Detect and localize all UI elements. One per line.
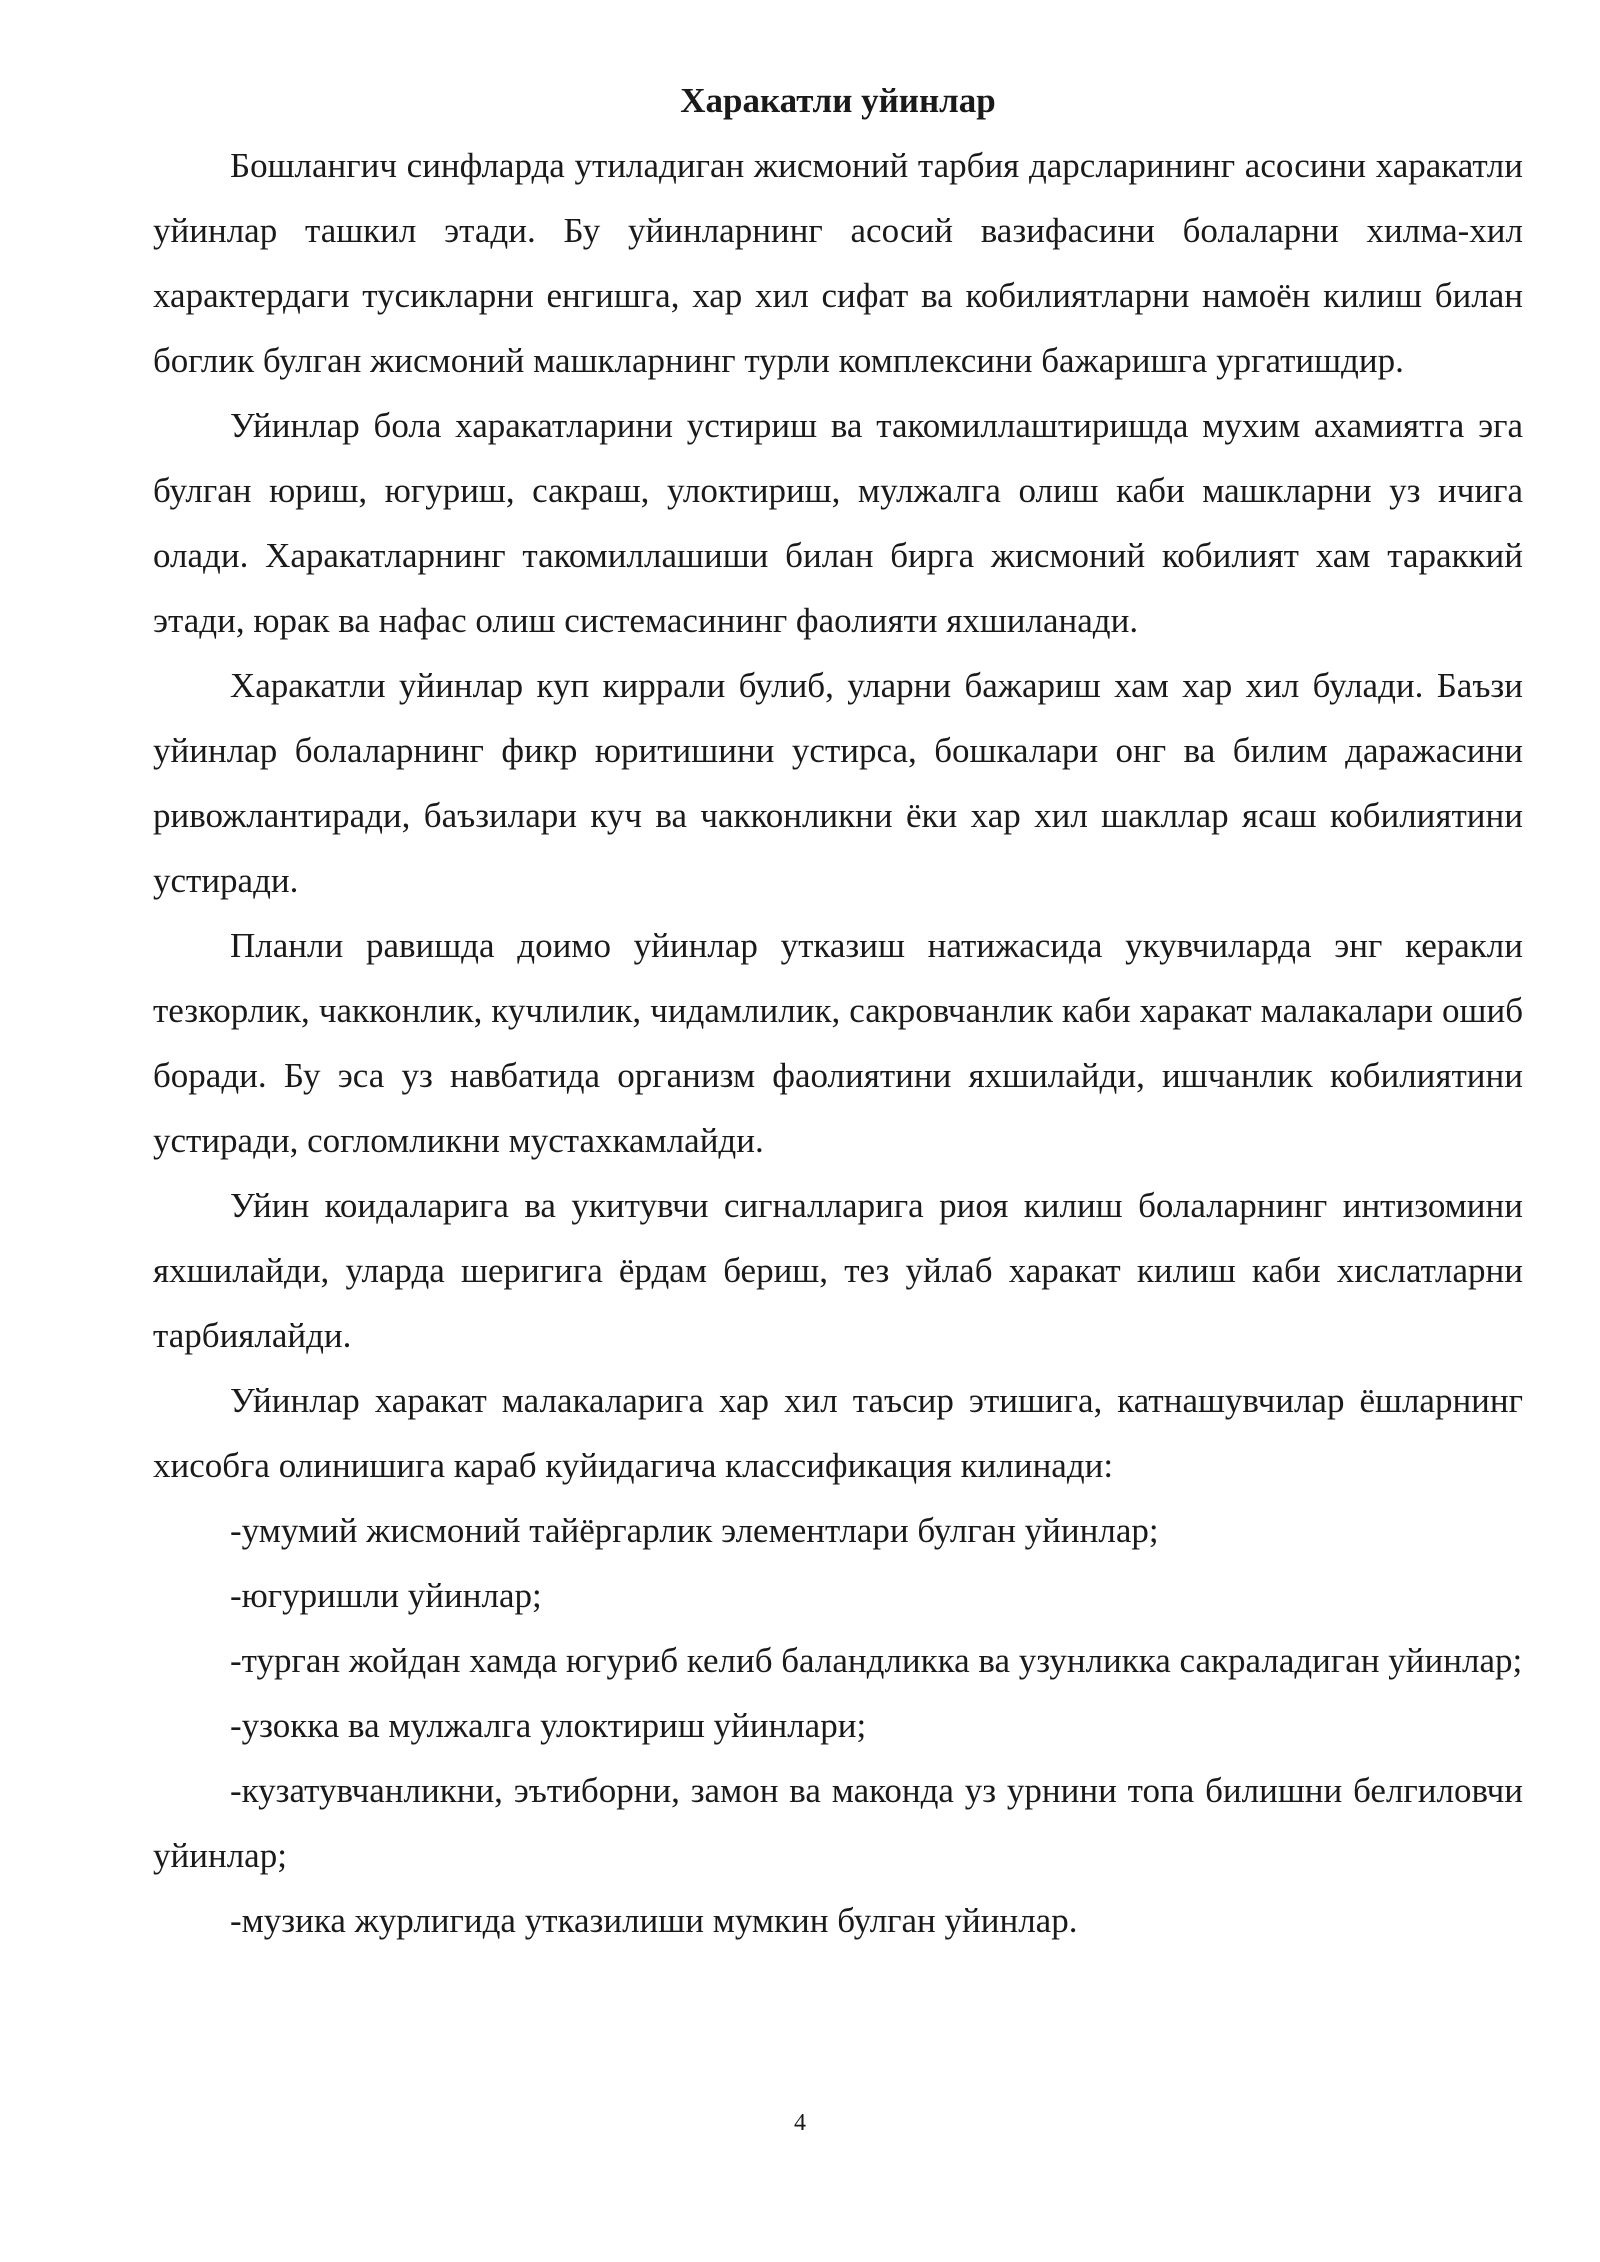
page-number: 4 (794, 2110, 806, 2136)
classification-list (153, 1498, 1523, 1953)
page-content (153, 68, 1523, 1953)
paragraph-6: Уйинлар харакат малакаларига хар хил таъсир этишига, катнашувчилар ёшларнинг хисобга олинишига караб куйидагича классификация килинади: (153, 1381, 1523, 1485)
paragraph-5: Уйин коидаларига ва укитувчи сигналларига риоя килиш болаларнинг интизомини яхшилайди, уларда шеригига ёрдам бериш, тез уйлаб харакат килиш каби хислатларни тарбиялайди. (153, 1186, 1523, 1355)
paragraph-2: Уйинлар бола харакатларини устириш ва такомиллаштиришда мухим ахамиятга эга булган юриш, югуриш, сакраш, улоктириш, мулжалга олиш каби машкларни уз ичига олади. Харакатларнинг такомиллашиши билан бирга жисмоний кобилият хам тараккий этади, юрак ва нафас олиш системасининг фаолияти яхшиланади. (153, 406, 1523, 640)
document-title: Харакатли уйинлар (680, 81, 996, 120)
list-item: -узокка ва мулжалга улоктириш уйинлари; (230, 1706, 867, 1745)
list-item: -кузатувчанликни, эътиборни, замон ва маконда уз урнини топа билишни белгиловчи уйинлар; (153, 1771, 1523, 1875)
list-item: -турган жойдан хамда югуриб келиб баландликка ва узунликка сакраладиган уйинлар; (230, 1641, 1523, 1680)
paragraph-1: Бошлангич синфларда утиладиган жисмоний тарбия дарсларининг асосини харакатли уйинлар ташкил этади. Бу уйинларнинг асосий вазифасини болаларни хилма-хил характердаги тусикларни енгишга, хар хил сифат ва кобилиятларни намоён килиш билан боглик булган жисмоний машкларнинг турли комплексини бажаришга ургатишдир. (153, 146, 1523, 380)
paragraph-4: Планли равишда доимо уйинлар утказиш натижасида укувчиларда энг керакли тезкорлик, чакконлик, кучлилик, чидамлилик, сакровчанлик каби харакат малакалари ошиб боради. Бу эса уз навбатида организм фаолиятини яхшилайди, ишчанлик кобилиятини устиради, согломликни мустахкамлайди. (153, 926, 1523, 1160)
list-item: -музика журлигида утказилиши мумкин булган уйинлар. (230, 1901, 1078, 1940)
list-item: -умумий жисмоний тайёргарлик элементлари булган уйинлар; (230, 1511, 1159, 1550)
paragraph-3: Харакатли уйинлар куп киррали булиб, уларни бажариш хам хар хил булади. Баъзи уйинлар болаларнинг фикр юритишини устирса, бошкалари онг ва билим даражасини ривожлантиради, баъзилари куч ва чакконликни ёки хар хил шакллар ясаш кобилиятини устиради. (153, 666, 1523, 900)
list-item: -югуришли уйинлар; (230, 1576, 542, 1615)
